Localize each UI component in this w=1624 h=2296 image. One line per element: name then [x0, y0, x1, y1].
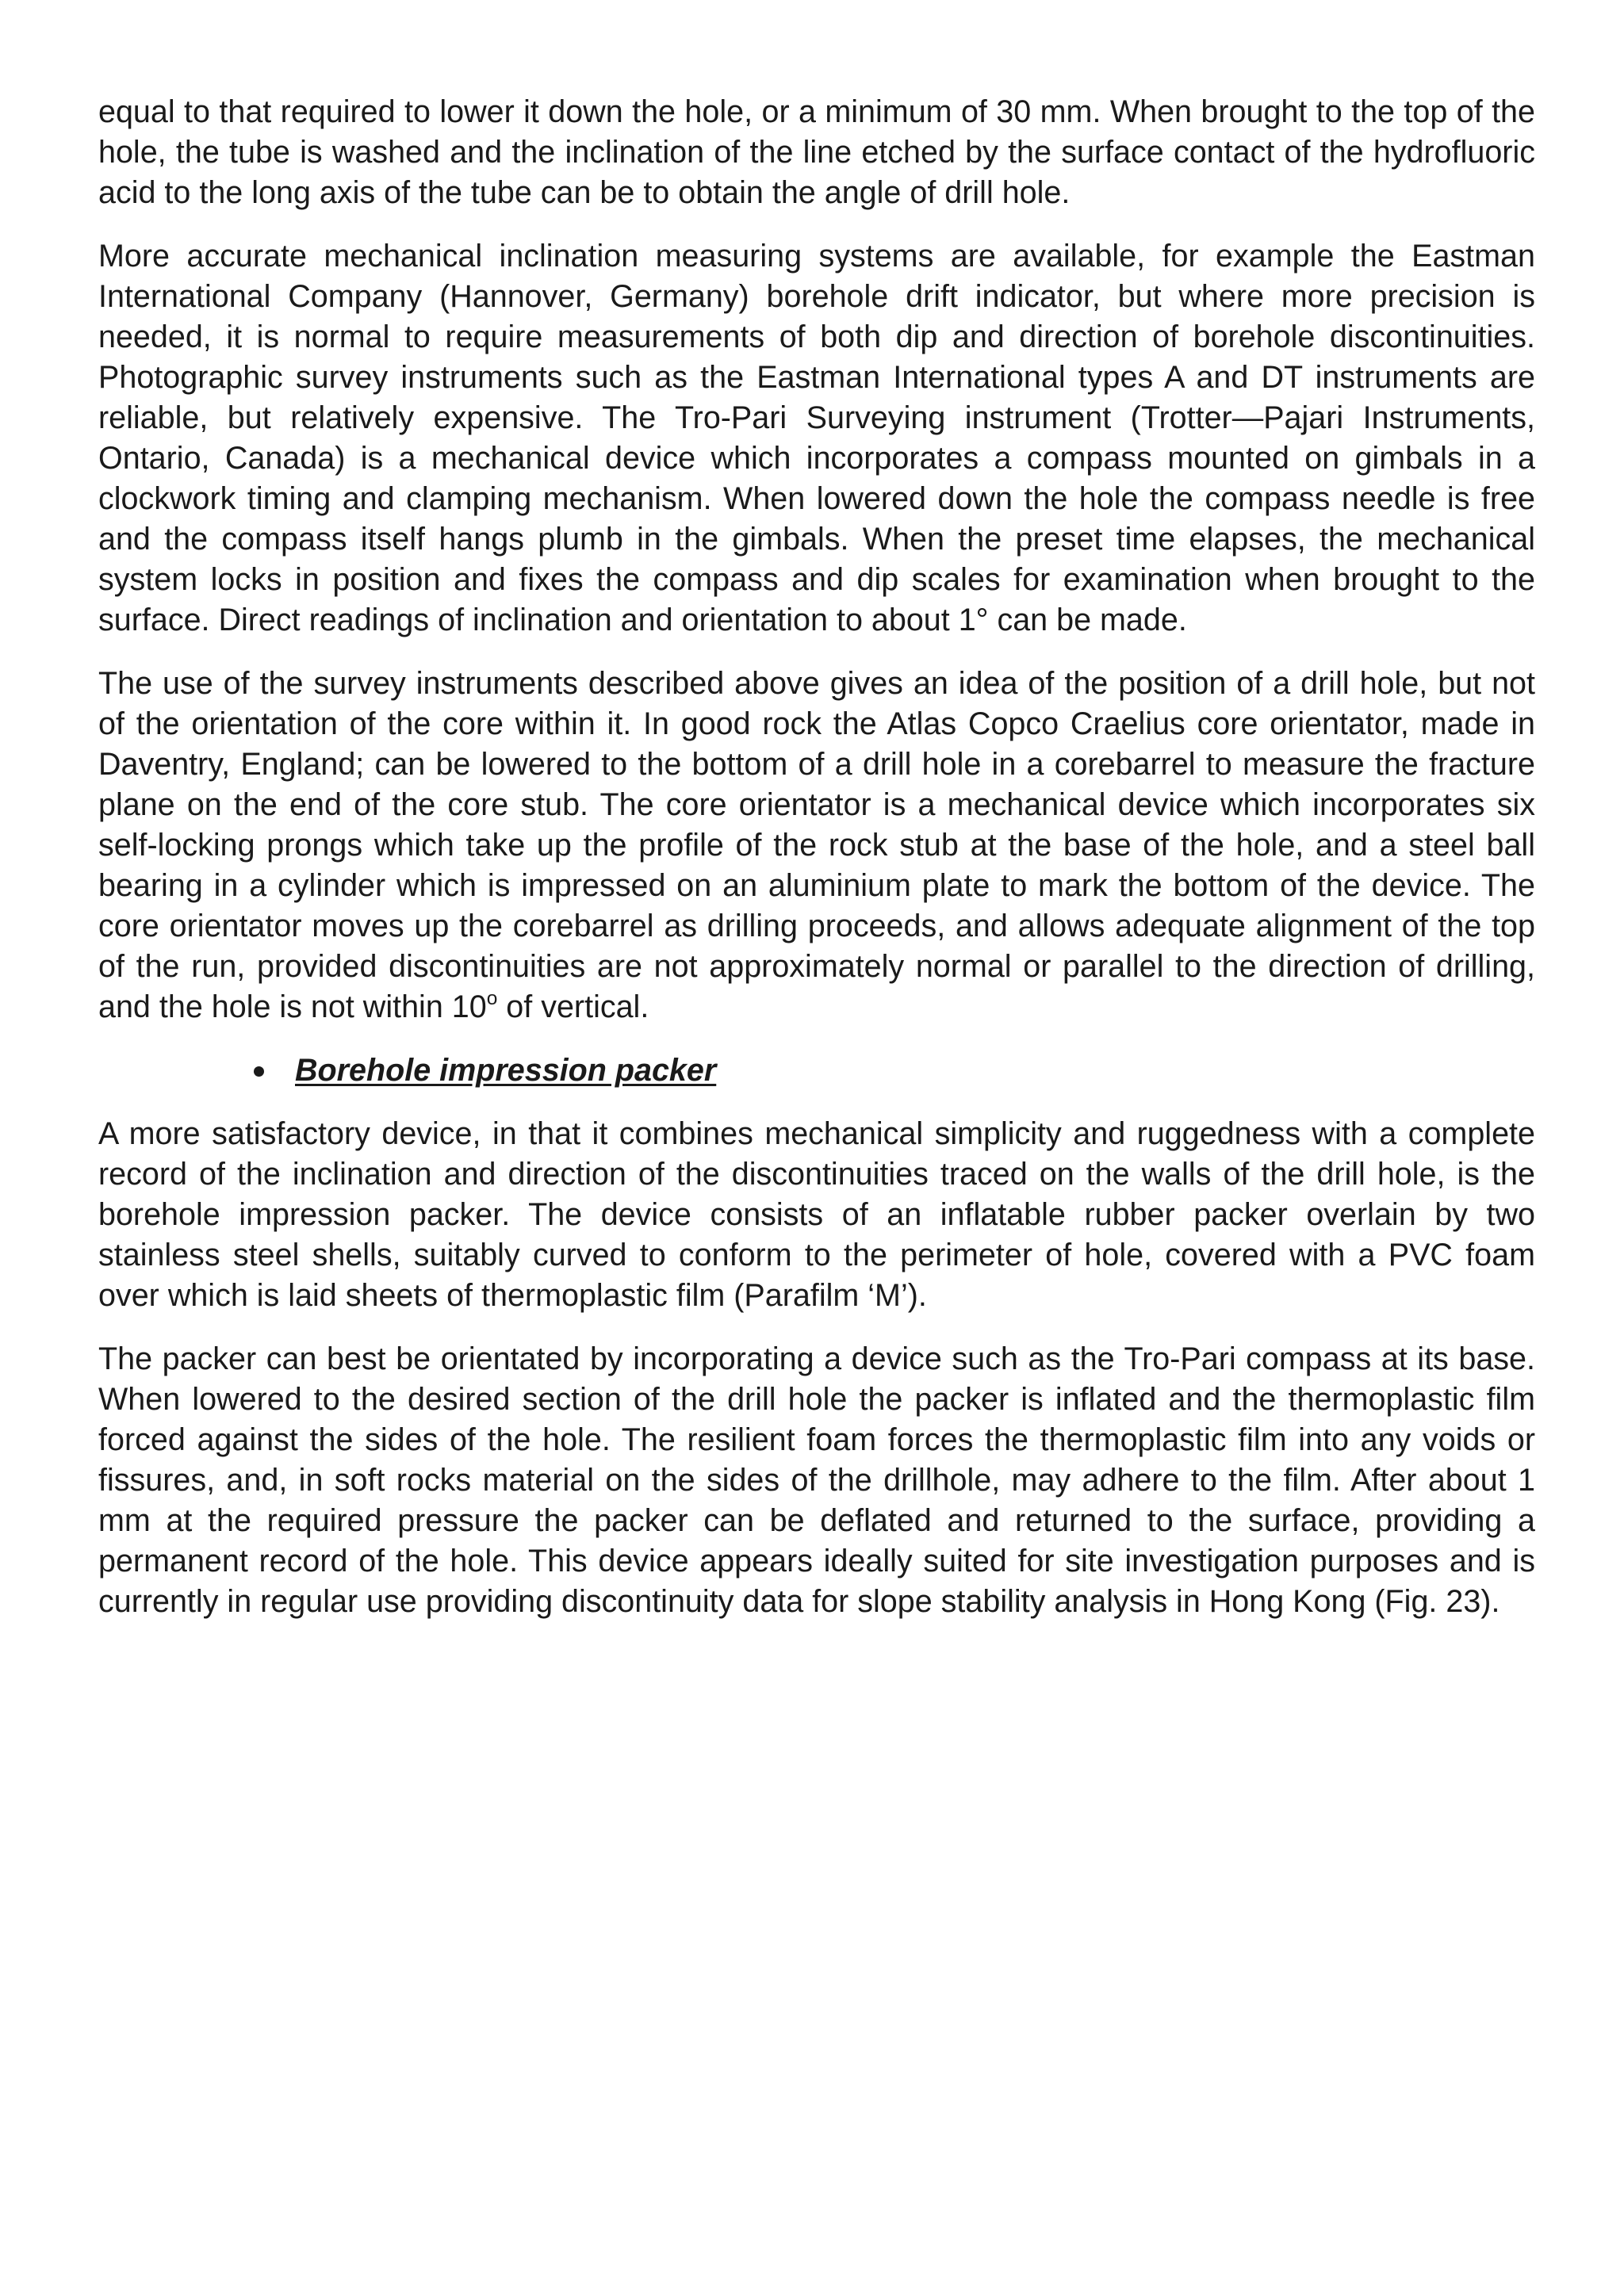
- bullet-icon: [254, 1066, 264, 1077]
- paragraph-impression-packer: A more satisfactory device, in that it combines mechanical simplicity and ruggedness with a complete record of the inclination and direction of the discontinuities traced on the walls of the drill hole, is the borehole impression packer. The device consists of an inflatable rubber packer overlain by two stainless steel shells, suitably curved to conform to the perimeter of hole, covered with a PVC foam over which is laid sheets of thermoplastic film (Parafilm ‘M’).: [98, 1116, 1535, 1313]
- core-orientator-text-end: of vertical.: [497, 989, 649, 1024]
- degree-superscript: o: [486, 988, 498, 1010]
- section-heading-row: [98, 1050, 1535, 1091]
- paragraph-tube-inclination: equal to that required to lower it down the hole, or a minimum of 30 mm. When brought to the top of the hole, the tube is washed and the inclination of the line etched by the surface contact of the hydrofluoric acid to the long axis of the tube can be to obtain the angle of drill hole.: [98, 94, 1535, 210]
- core-orientator-text: The use of the survey instruments described above gives an idea of the position of a drill hole, but not of the orientation of the core within it. In good rock the Atlas Copco Craelius core orientator, made in Daventry, England; can be lowered to the bottom of a drill hole in a corebarrel to measure the fracture plane on the end of the core stub. The core orientator is a mechanical device which incorporates six self-locking prongs which take up the profile of the rock stub at the base of the hole, and a steel ball bearing in a cylinder which is impressed on an aluminium plate to mark the bottom of the device. The core orientator moves up the corebarrel as drilling proceeds, and allows adequate alignment of the top of the run, provided discontinuities are not approximately normal or parallel to the direction of drilling, and the hole is not within 10: [98, 666, 1535, 1024]
- document-page: [98, 92, 1535, 1645]
- paragraph-core-orientator: [98, 664, 1535, 1027]
- section-heading: Borehole impression packer: [295, 1053, 717, 1088]
- paragraph-packer-orientation: The packer can best be orientated by incorporating a device such as the Tro-Pari compass at its base. When lowered to the desired section of the drill hole the packer is inflated and the thermoplastic film forced against the sides of the hole. The resilient foam forces the thermoplastic film into any voids or fissures, and, in soft rocks material on the sides of the drillhole, may adhere to the film. After about 1 mm at the required pressure the packer can be deflated and returned to the surface, providing a permanent record of the hole. This device appears ideally suited for site investigation purposes and is currently in regular use providing discontinuity data for slope stability analysis in Hong Kong (Fig. 23).: [98, 1341, 1535, 1619]
- paragraph-mechanical-instruments: More accurate mechanical inclination measuring systems are available, for example the Eastman International Company (Hannover, Germany) borehole drift indicator, but where more precision is needed, it is normal to require measurements of both dip and direction of borehole discontinuities. Photographic survey instruments such as the Eastman International types A and DT instruments are reliable, but relatively expensive. The Tro-Pari Surveying instrument (Trotter—Pajari Instruments, Ontario, Canada) is a mechanical device which incorporates a compass mounted on gimbals in a clockwork timing and clamping mechanism. When lowered down the hole the compass needle is free and the compass itself hangs plumb in the gimbals. When the preset time elapses, the mechanical system locks in position and fixes the compass and dip scales for examination when brought to the surface. Direct readings of inclination and orientation to about 1° can be made.: [98, 239, 1535, 637]
